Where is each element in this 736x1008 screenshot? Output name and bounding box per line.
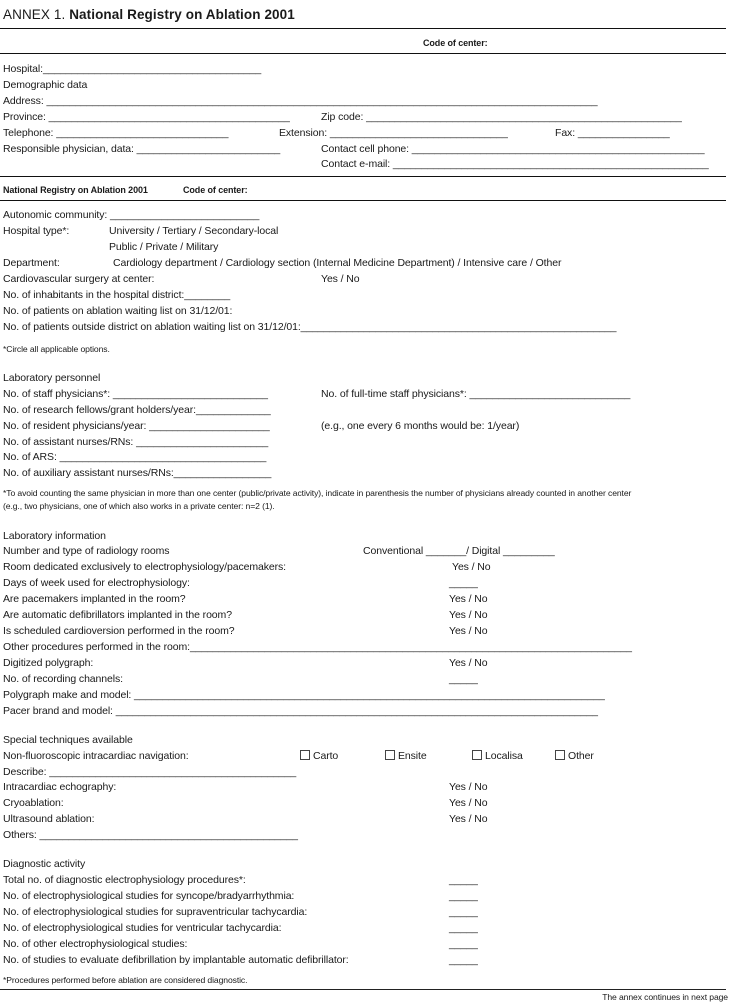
pacemakers-label: Are pacemakers implanted in the room? [3,593,186,605]
checkbox-icon[interactable] [300,750,310,760]
extension-field[interactable]: Extension: _______________________________ [279,127,508,139]
cardiovascular-surgery-options[interactable]: Yes / No [321,273,360,285]
registry-subtitle: National Registry on Ablation 2001 [3,185,148,195]
province-field[interactable]: Province: __________________________________________ [3,111,290,123]
demographic-heading: Demographic data [3,79,88,91]
top-rule [0,28,726,29]
cryoablation-label: Cryoablation: [3,797,64,809]
cardiovascular-surgery-label: Cardiovascular surgery at center: [3,273,155,285]
subheader-rule [0,200,726,201]
code-of-center-label: Code of center: [423,38,488,48]
telephone-field[interactable]: Telephone: ______________________________ [3,127,229,139]
localisa-option[interactable]: Localisa [472,750,523,763]
auxiliary-nurses-field[interactable]: No. of auxiliary assistant nurses/RNs:_________________ [3,467,272,479]
responsible-physician-field[interactable]: Responsible physician, data: _________________________ [3,143,281,155]
personnel-heading: Laboratory personnel [3,372,101,384]
polygraph-label: Digitized polygraph: [3,657,94,669]
hospital-type-options-2[interactable]: Public / Private / Military [109,241,219,253]
contact-cell-field[interactable]: Contact cell phone: ___________________________________________________ [321,143,705,155]
section-rule [0,176,726,177]
supraventricular-studies-label: No. of electrophysiological studies for supraventricular tachycardia: [3,906,308,918]
other-option[interactable]: Other [555,750,594,763]
contact-email-field[interactable]: Contact e-mail: _______________________________________________________ [321,158,709,170]
days-of-week-blank[interactable]: _____ [449,577,478,589]
hospital-field[interactable]: Hospital:______________________________________ [3,63,262,75]
radiology-rooms-options[interactable]: Conventional _______/ Digital _________ [363,545,555,557]
dedicated-room-label: Room dedicated exclusively to electrophysiology/pacemakers: [3,561,286,573]
checkbox-icon[interactable] [472,750,482,760]
pacemakers-options[interactable]: Yes / No [449,593,488,605]
other-studies-label: No. of other electrophysiological studies: [3,938,188,950]
department-label: Department: [3,257,60,269]
radiology-rooms-label: Number and type of radiology rooms [3,545,170,557]
ars-field[interactable]: No. of ARS: ____________________________________ [3,451,267,463]
ventricular-studies-blank[interactable]: _____ [449,922,478,934]
ultrasound-options[interactable]: Yes / No [449,813,488,825]
fulltime-physicians-field[interactable]: No. of full-time staff physicians*: ____________________________ [321,388,631,400]
navigation-label: Non-fluoroscopic intracardiac navigation: [3,750,189,762]
recording-channels-label: No. of recording channels: [3,673,123,685]
resident-physicians-field[interactable]: No. of resident physicians/year: _____________________ [3,420,270,432]
total-procedures-label: Total no. of diagnostic electrophysiology procedures*: [3,874,246,886]
ultrasound-label: Ultrasound ablation: [3,813,95,825]
others-field[interactable]: Others: _____________________________________________ [3,829,298,841]
lab-info-heading: Laboratory information [3,530,106,542]
ventricular-studies-label: No. of electrophysiological studies for ventricular tachycardia: [3,922,282,934]
defibrillators-options[interactable]: Yes / No [449,609,488,621]
subheader-code-label: Code of center: [183,185,248,195]
personnel-note-1: *To avoid counting the same physician in more than one center (public/private activity), indicate in parenthesis the number of physicians already counted in another center [3,488,632,498]
department-options[interactable]: Cardiology department / Cardiology section (Internal Medicine Department) / Intensive care / Other [113,257,562,269]
page-title: ANNEX 1. National Registry on Ablation 2001 [3,7,295,22]
continues-note: The annex continues in next page [602,992,728,1002]
hospital-type-options-1[interactable]: University / Tertiary / Secondary-local [109,225,279,237]
pacer-brand-field[interactable]: Pacer brand and model: ____________________________________________________________________________________ [3,705,598,717]
recording-channels-blank[interactable]: _____ [449,673,478,685]
staff-physicians-field[interactable]: No. of staff physicians*: ___________________________ [3,388,268,400]
polygraph-make-field[interactable]: Polygraph make and model: __________________________________________________________________________________ [3,689,605,701]
diagnostic-heading: Diagnostic activity [3,858,86,870]
defibrillation-studies-label: No. of studies to evaluate defibrillation by implantable automatic defibrillator: [3,954,349,966]
other-studies-blank[interactable]: _____ [449,938,478,950]
fax-field[interactable]: Fax: ________________ [555,127,670,139]
research-fellows-field[interactable]: No. of research fellows/grant holders/year:_____________ [3,404,271,416]
hospital-type-label: Hospital type*: [3,225,70,237]
supraventricular-studies-blank[interactable]: _____ [449,906,478,918]
footer-rule [0,989,726,990]
cardioversion-options[interactable]: Yes / No [449,625,488,637]
zip-field[interactable]: Zip code: _______________________________________________________ [321,111,682,123]
waiting-list-field[interactable]: No. of patients on ablation waiting list on 31/12/01: [3,305,233,317]
personnel-note-2: (e.g., two physicians, one of which also works in a private center: n=2 (1). [3,501,275,511]
syncope-studies-label: No. of electrophysiological studies for syncope/bradyarrhythmia: [3,890,295,902]
echography-options[interactable]: Yes / No [449,781,488,793]
checkbox-icon[interactable] [385,750,395,760]
autonomic-community-field[interactable]: Autonomic community: __________________________ [3,209,260,221]
cardioversion-label: Is scheduled cardioversion performed in the room? [3,625,235,637]
other-procedures-field[interactable]: Other procedures performed in the room:_____________________________________________________________________________ [3,641,632,653]
cryoablation-options[interactable]: Yes / No [449,797,488,809]
echography-label: Intracardiac echography: [3,781,117,793]
syncope-studies-blank[interactable]: _____ [449,890,478,902]
address-field[interactable]: Address: ________________________________________________________________________________________________ [3,95,598,107]
days-of-week-label: Days of week used for electrophysiology: [3,577,190,589]
resident-example: (e.g., one every 6 months would be: 1/year) [321,420,520,432]
outside-district-field[interactable]: No. of patients outside district on ablation waiting list on 31/12/01:_______________________________________________________ [3,321,617,333]
assistant-nurses-field[interactable]: No. of assistant nurses/RNs: _______________________ [3,436,269,448]
special-techniques-heading: Special techniques available [3,734,133,746]
defibrillators-label: Are automatic defibrillators implanted in the room? [3,609,232,621]
ensite-option[interactable]: Ensite [385,750,427,763]
defibrillation-studies-blank[interactable]: _____ [449,954,478,966]
describe-field[interactable]: Describe: ___________________________________________ [3,766,297,778]
diagnostic-note: *Procedures performed before ablation are considered diagnostic. [3,975,248,985]
polygraph-options[interactable]: Yes / No [449,657,488,669]
circle-note: *Circle all applicable options. [3,344,110,354]
dedicated-room-options[interactable]: Yes / No [452,561,491,573]
inhabitants-field[interactable]: No. of inhabitants in the hospital district:________ [3,289,231,301]
header-rule [0,53,726,54]
total-procedures-blank[interactable]: _____ [449,874,478,886]
carto-option[interactable]: Carto [300,750,338,763]
checkbox-icon[interactable] [555,750,565,760]
